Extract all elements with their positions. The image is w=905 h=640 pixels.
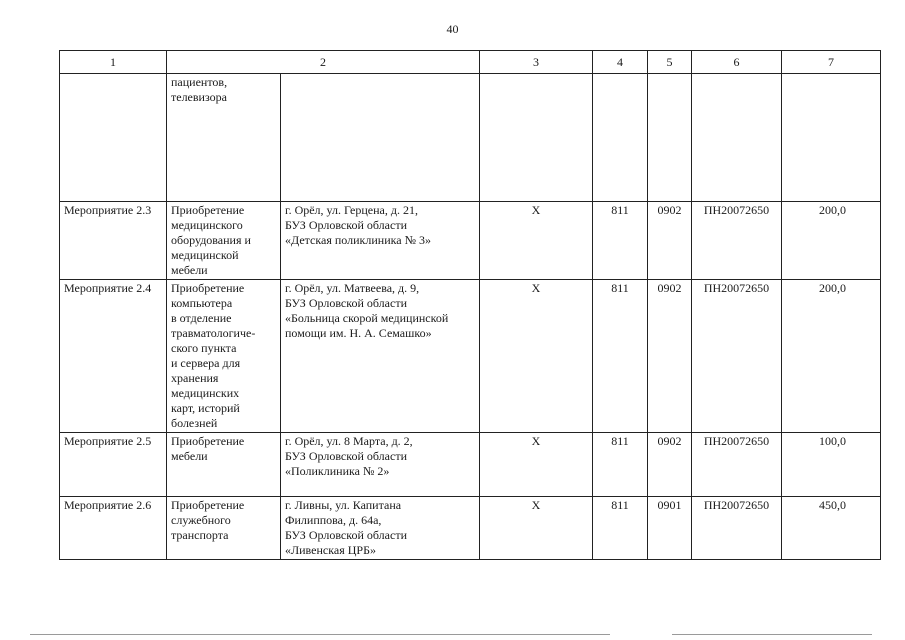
- row-name: Мероприятие 2.5: [60, 433, 167, 497]
- row-code3: [692, 74, 782, 202]
- table-row: [60, 202, 881, 280]
- budget-table: [59, 50, 881, 560]
- row-code1: 811: [593, 202, 648, 280]
- row-address: г. Ливны, ул. Капитана Филиппова, д. 64а, БУЗ Орловской области «Ливенская ЦРБ»: [281, 497, 480, 560]
- header-col-3: 3: [480, 51, 593, 74]
- row-code3: ПН20072650: [692, 497, 782, 560]
- header-col-2: 2: [167, 51, 480, 74]
- page-number: 40: [446, 22, 459, 36]
- row-amount: 450,0: [782, 497, 881, 560]
- row-x: Х: [480, 497, 593, 560]
- row-code2: 0902: [648, 280, 692, 433]
- row-code1: 811: [593, 433, 648, 497]
- table-row: [60, 497, 881, 560]
- table-row: [60, 433, 881, 497]
- row-x: Х: [480, 202, 593, 280]
- header-col-1: 1: [60, 51, 167, 74]
- row-item: Приобретение мебели: [167, 433, 281, 497]
- row-amount: 100,0: [782, 433, 881, 497]
- row-x: Х: [480, 280, 593, 433]
- header-col-7: 7: [782, 51, 881, 74]
- row-code3: ПН20072650: [692, 433, 782, 497]
- row-address: г. Орёл, ул. Матвеева, д. 9, БУЗ Орловской области «Больница скорой медицинской помощи им. Н. А. Семашко»: [281, 280, 480, 433]
- row-address: г. Орёл, ул. 8 Марта, д. 2, БУЗ Орловской области «Поликлиника № 2»: [281, 433, 480, 497]
- row-code2: 0902: [648, 202, 692, 280]
- table-row: [60, 280, 881, 433]
- row-code1: 811: [593, 497, 648, 560]
- row-code3: ПН20072650: [692, 202, 782, 280]
- row-code2: 0901: [648, 497, 692, 560]
- row-code2: [648, 74, 692, 202]
- row-name: [60, 74, 167, 202]
- row-amount: [782, 74, 881, 202]
- row-code1: [593, 74, 648, 202]
- row-x: [480, 74, 593, 202]
- row-item: пациентов, телевизора: [167, 74, 281, 202]
- row-code1: 811: [593, 280, 648, 433]
- row-item: Приобретение служебного транспорта: [167, 497, 281, 560]
- header-col-5: 5: [648, 51, 692, 74]
- header-col-6: 6: [692, 51, 782, 74]
- row-name: Мероприятие 2.3: [60, 202, 167, 280]
- row-code3: ПН20072650: [692, 280, 782, 433]
- row-name: Мероприятие 2.4: [60, 280, 167, 433]
- footer-rule-right: [672, 634, 872, 635]
- header-col-4: 4: [593, 51, 648, 74]
- table-body: [60, 51, 881, 560]
- row-x: Х: [480, 433, 593, 497]
- row-item: Приобретение медицинского оборудования и медицинской мебели: [167, 202, 281, 280]
- row-address: г. Орёл, ул. Герцена, д. 21, БУЗ Орловской области «Детская поликлиника № 3»: [281, 202, 480, 280]
- row-address: [281, 74, 480, 202]
- footer-rule-left: [30, 634, 610, 635]
- table-header-row: [60, 51, 881, 74]
- row-name: Мероприятие 2.6: [60, 497, 167, 560]
- row-item: Приобретение компьютера в отделение травматологиче- ского пункта и сервера для хранения медицинских карт, историй болезней: [167, 280, 281, 433]
- row-amount: 200,0: [782, 280, 881, 433]
- row-code2: 0902: [648, 433, 692, 497]
- table-row: [60, 74, 881, 202]
- row-amount: 200,0: [782, 202, 881, 280]
